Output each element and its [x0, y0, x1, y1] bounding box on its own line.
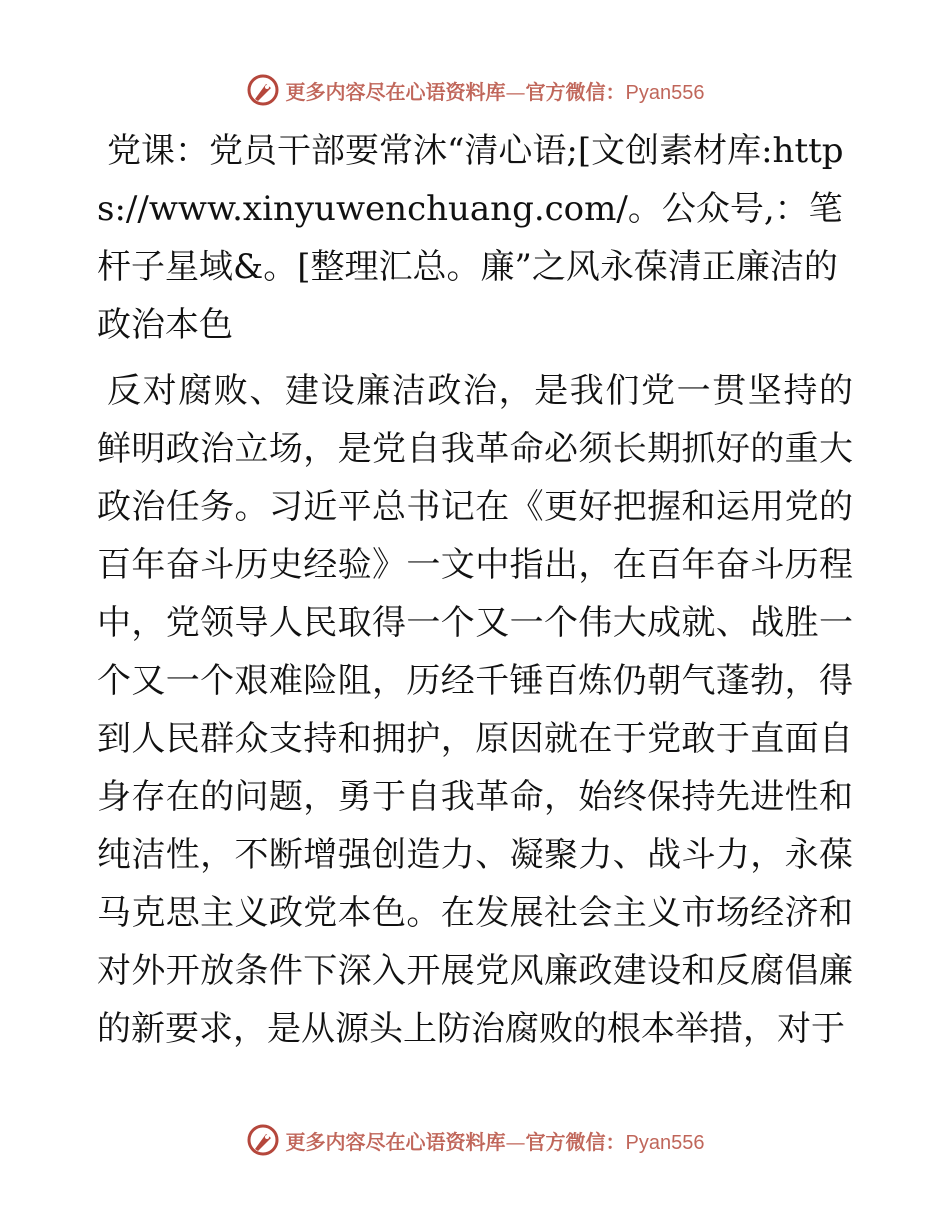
pen-nib-logo-icon	[246, 73, 280, 107]
document-title: 党课：党员干部要常沐“清心语;[文创素材库:https://www.xinyuwenchuang.com/。公众号,：笔杆子星域&。[整理汇总。廉”之风永葆清正廉洁的政治本色	[97, 131, 844, 345]
footer-watermark	[0, 1120, 950, 1160]
pen-nib-logo-icon	[246, 1123, 280, 1157]
header-watermark	[0, 70, 950, 110]
document-paragraph: 反对腐败、建设廉洁政治，是我们党一贯坚持的鲜明政治立场，是党自我革命必须长期抓好的重大政治任务。习近平总书记在《更好把握和运用党的百年奋斗历史经验》一文中指出，在百年奋斗历程中，党领导人民取得一个又一个伟大成就、战胜一个又一个艰难险阻，历经千锤百炼仍朝气蓬勃，得到人民群众支持和拥护，原因就在于党敢于直面自身存在的问题，勇于自我革命，始终保持先进性和纯洁性，不断增强创造力、凝聚力、战斗力，永葆马克思主义政党本色。在发展社会主义市场经济和对外开放条件下深入开展党风廉政建设和反腐倡廉的新要求，是从源头上防治腐败的根本举措，对于	[97, 371, 853, 1049]
watermark-text: 更多内容尽在心语资料库—官方微信：Pyan556	[285, 79, 705, 104]
document-body	[97, 122, 853, 1058]
watermark-text: 更多内容尽在心语资料库—官方微信：Pyan556	[285, 1129, 705, 1154]
